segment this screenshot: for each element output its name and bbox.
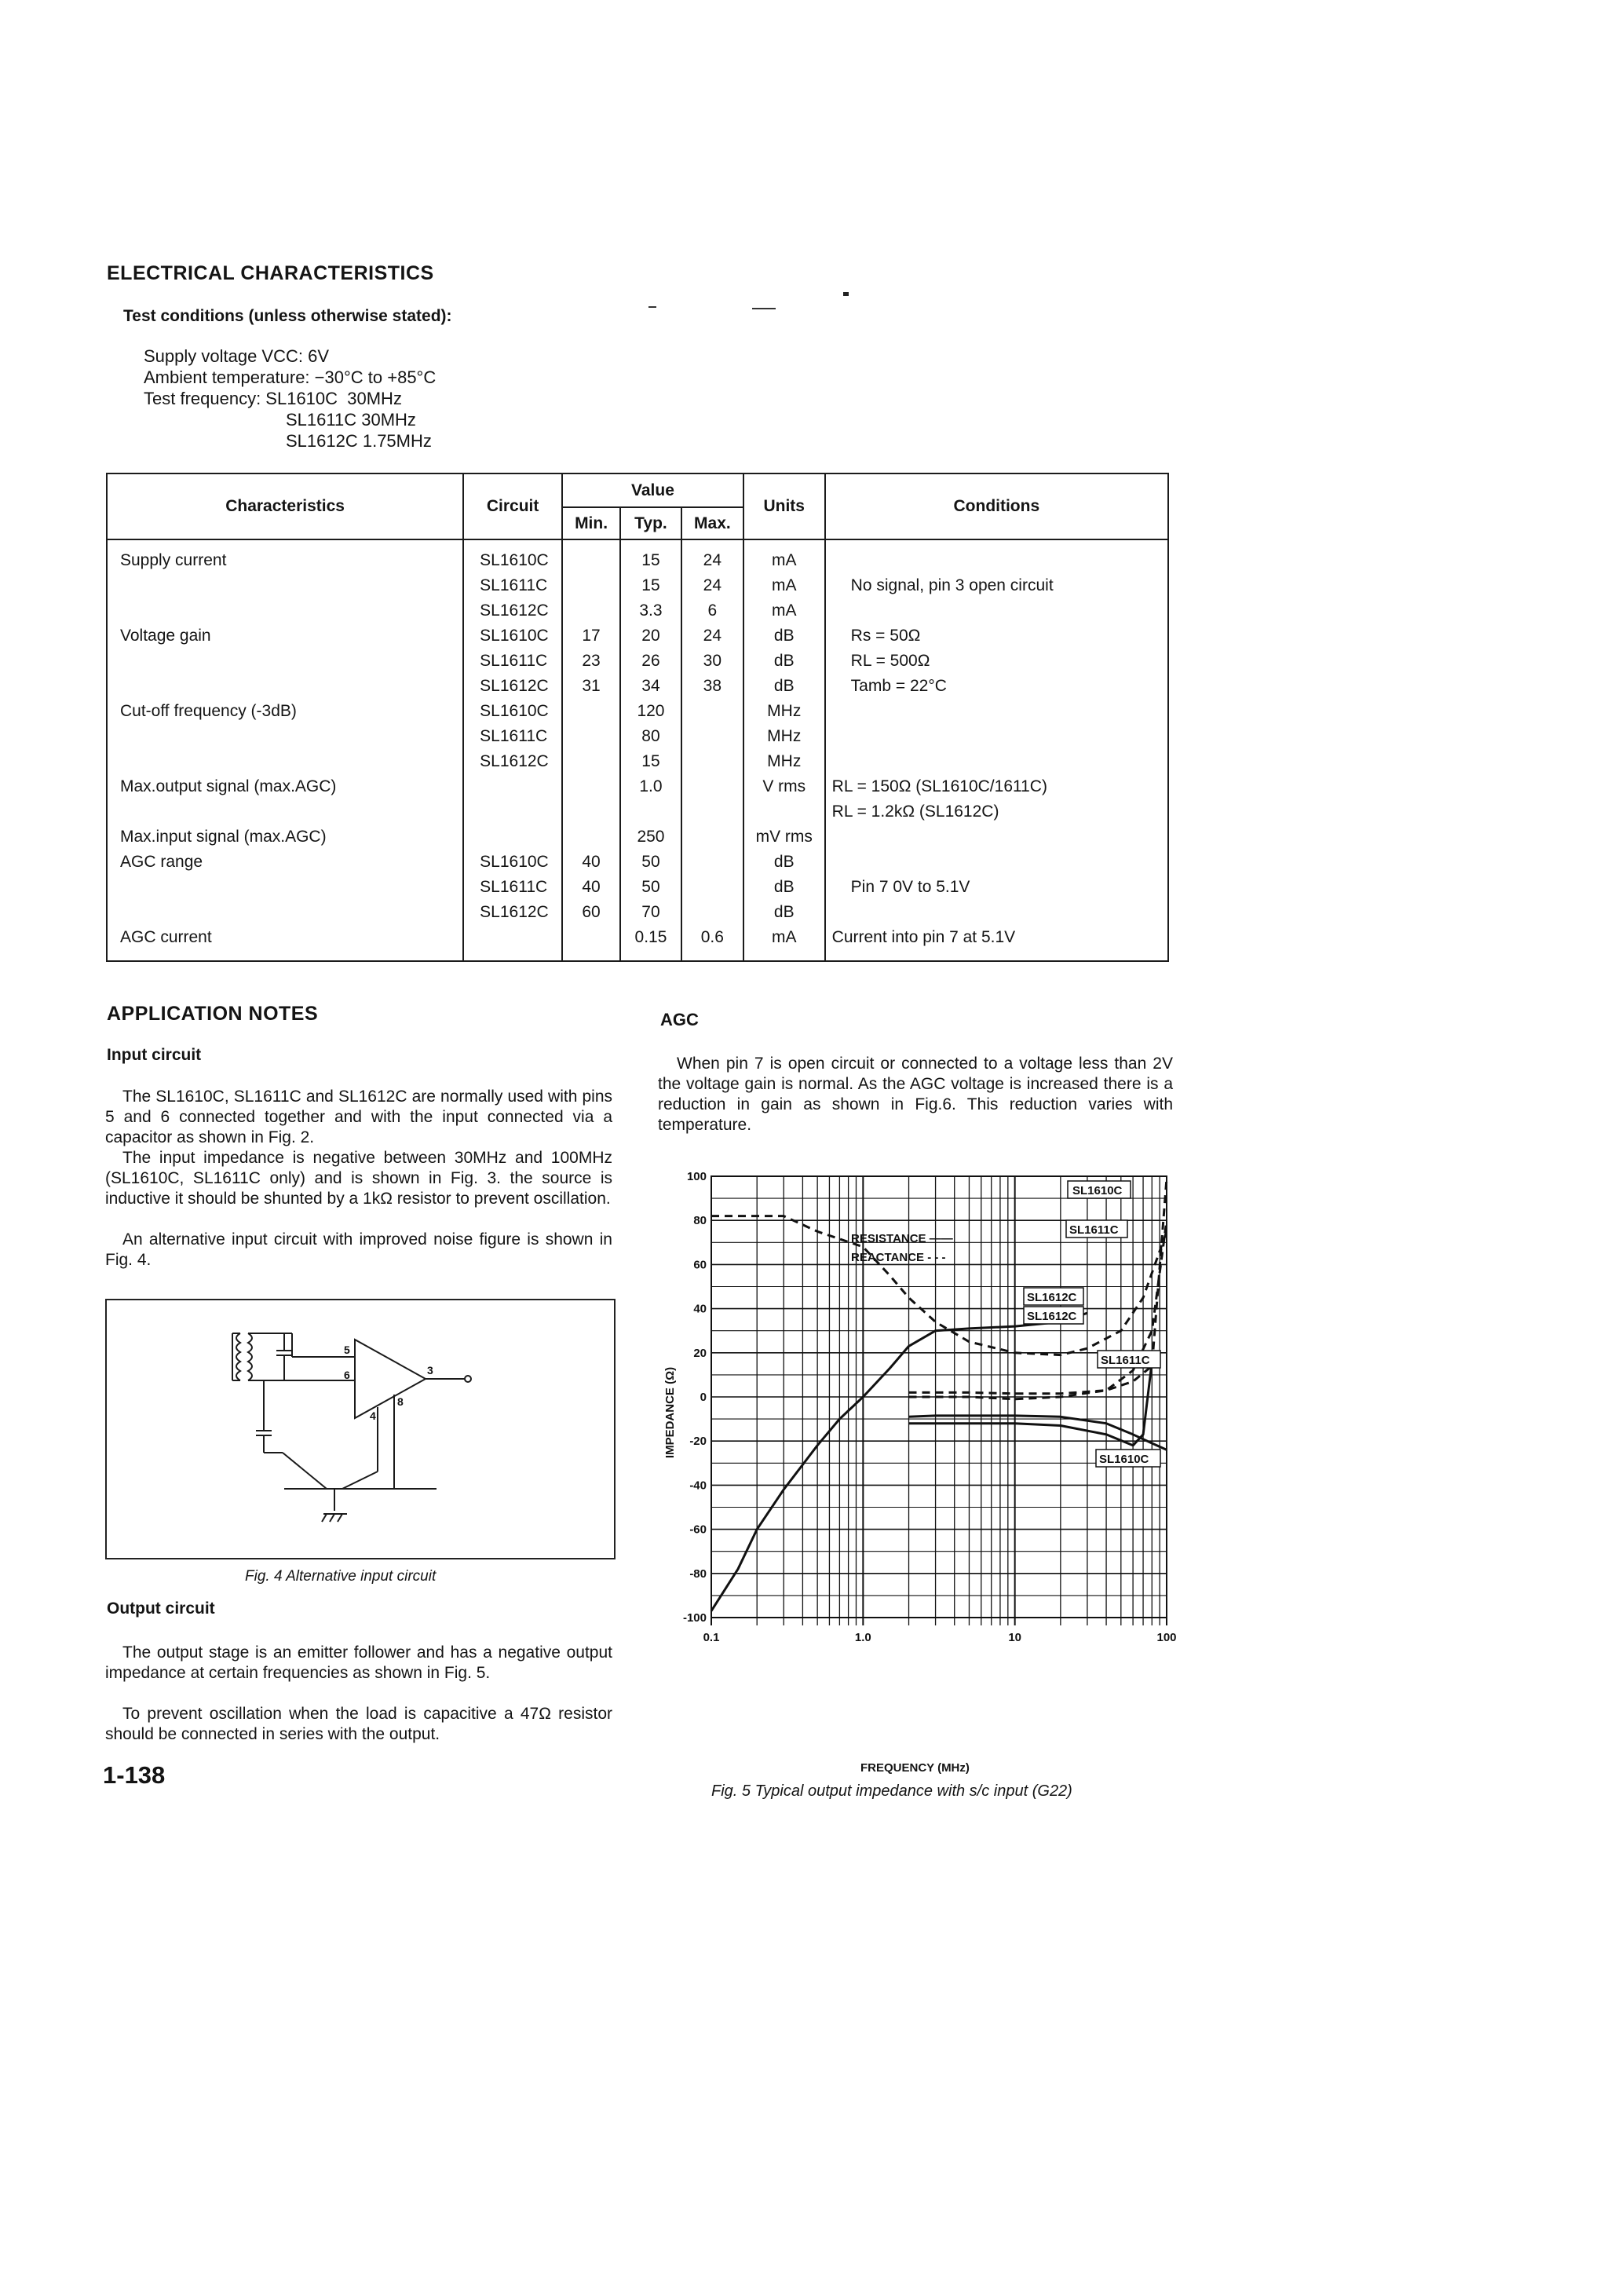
col-units bbox=[743, 539, 825, 961]
fig4-pin-label: 3 bbox=[427, 1364, 433, 1377]
y-tick-label: -40 bbox=[689, 1479, 707, 1493]
row-typ: 3.3 bbox=[639, 601, 663, 620]
row-cond bbox=[832, 749, 1167, 774]
row-char: Cut-off frequency (-3dB) bbox=[120, 702, 297, 720]
cond-frequency-2: SL1611C 30MHz bbox=[286, 410, 416, 430]
y-tick-label: -100 bbox=[682, 1611, 707, 1625]
y-tick-label: 40 bbox=[693, 1302, 707, 1316]
row-char: AGC range bbox=[120, 853, 203, 871]
section-title: ELECTRICAL CHARACTERISTICS bbox=[107, 262, 434, 284]
page-number: 1-138 bbox=[103, 1761, 166, 1789]
wire bbox=[342, 1472, 378, 1489]
cond-frequency-3: SL1612C 1.75MHz bbox=[286, 431, 432, 451]
coil-secondary bbox=[248, 1333, 252, 1380]
y-tick-label: 60 bbox=[693, 1258, 707, 1272]
row-cond bbox=[832, 724, 1167, 749]
row-units: MHz bbox=[767, 702, 802, 720]
col-circuit bbox=[463, 539, 562, 961]
row-typ: 80 bbox=[641, 727, 660, 745]
th-characteristics: Characteristics bbox=[107, 473, 463, 539]
row-char bbox=[120, 674, 462, 699]
spec-table bbox=[106, 473, 1169, 960]
input-para-1: The SL1610C, SL1611C and SL1612C are normally used with pins 5 and 6 connected together and with the input connected via a capacitor as shown in Fig. 2. bbox=[105, 1088, 612, 1146]
row-circuit: SL1611C bbox=[480, 652, 548, 670]
input-para-2: The input impedance is negative between 30MHz and 100MHz (SL1610C, SL1611C only) and is shown in Fig. 3. the source is inductive it should be shunted by a 1kΩ resistor to prevent oscillation. bbox=[105, 1149, 612, 1208]
row-cond bbox=[832, 598, 1167, 623]
y-tick-label: 0 bbox=[700, 1391, 707, 1404]
app-notes-title: APPLICATION NOTES bbox=[107, 1003, 319, 1025]
row-char bbox=[120, 598, 462, 623]
col-min bbox=[562, 539, 620, 961]
ground-symbol bbox=[322, 1514, 327, 1522]
annot-sl1610c-top: SL1610C bbox=[1072, 1184, 1123, 1197]
row-typ: 120 bbox=[637, 702, 665, 720]
row-max: 0.6 bbox=[700, 928, 724, 946]
row-circuit: SL1611C bbox=[480, 878, 548, 896]
row-max bbox=[682, 774, 743, 799]
row-typ: 1.0 bbox=[639, 777, 663, 795]
ground-symbol bbox=[338, 1514, 342, 1522]
row-max: 38 bbox=[703, 677, 722, 695]
row-typ: 26 bbox=[641, 652, 660, 670]
row-units: dB bbox=[773, 853, 795, 871]
row-min: 31 bbox=[582, 677, 601, 695]
fig5-caption: Fig. 5 Typical output impedance with s/c input (G22) bbox=[711, 1782, 1072, 1800]
x-tick-label: 0.1 bbox=[703, 1631, 720, 1644]
row-units: mA bbox=[771, 551, 797, 569]
row-max: 30 bbox=[703, 652, 722, 670]
annot-sl1611c-bottom: SL1611C bbox=[1101, 1354, 1150, 1367]
legend-resistance: RESISTANCE —— bbox=[851, 1232, 953, 1245]
row-char: AGC current bbox=[120, 928, 212, 946]
output-para-2: To prevent oscillation when the load is capacitive a 47Ω resistor should be connected in series with the output. bbox=[105, 1705, 612, 1743]
row-min bbox=[563, 699, 619, 724]
x-tick-label: 100 bbox=[1156, 1631, 1177, 1644]
fig5-chart bbox=[656, 1162, 1190, 1759]
row-max: 24 bbox=[703, 627, 722, 645]
row-cond bbox=[832, 824, 1167, 850]
fig4-pin-label: 4 bbox=[370, 1409, 376, 1422]
stray-mark bbox=[648, 306, 656, 308]
row-units: mV rms bbox=[755, 828, 813, 846]
stray-mark bbox=[843, 292, 849, 296]
input-para-3: An alternative input circuit with improved noise figure is shown in Fig. 4. bbox=[105, 1230, 612, 1269]
row-max bbox=[682, 850, 743, 875]
row-circuit: SL1610C bbox=[480, 853, 549, 871]
row-typ: 20 bbox=[641, 627, 660, 645]
row-max bbox=[682, 724, 743, 749]
row-min: 40 bbox=[582, 853, 601, 871]
row-max bbox=[682, 824, 743, 850]
annot-sl1610c-bottom: SL1610C bbox=[1099, 1453, 1149, 1466]
row-units: dB bbox=[773, 627, 795, 645]
row-cond: No signal, pin 3 open circuit bbox=[850, 576, 1054, 594]
row-max bbox=[682, 749, 743, 774]
row-min bbox=[563, 573, 619, 598]
agc-heading: AGC bbox=[660, 1010, 699, 1029]
row-circuit: SL1610C bbox=[480, 702, 549, 720]
th-max: Max. bbox=[681, 507, 743, 539]
row-max: 6 bbox=[707, 601, 718, 620]
row-circuit: SL1611C bbox=[480, 576, 548, 594]
row-units: dB bbox=[773, 652, 795, 670]
row-max bbox=[682, 799, 743, 824]
amplifier-triangle bbox=[355, 1340, 426, 1418]
row-cond: Rs = 50Ω bbox=[850, 627, 921, 645]
cond-temperature: Ambient temperature: −30°C to +85°C bbox=[144, 367, 437, 387]
row-max: 24 bbox=[703, 576, 722, 594]
y-tick-label: -20 bbox=[689, 1435, 707, 1449]
row-min bbox=[563, 724, 619, 749]
row-circuit: SL1612C bbox=[480, 677, 549, 695]
th-conditions: Conditions bbox=[825, 473, 1168, 539]
row-char bbox=[120, 649, 462, 674]
row-min bbox=[563, 548, 619, 573]
y-tick-label: -80 bbox=[689, 1567, 707, 1581]
th-typ: Typ. bbox=[620, 507, 681, 539]
row-min bbox=[563, 598, 619, 623]
fig4-caption: Fig. 4 Alternative input circuit bbox=[245, 1568, 437, 1585]
row-typ: 70 bbox=[641, 903, 660, 921]
row-min: 40 bbox=[582, 878, 601, 896]
row-units bbox=[744, 799, 824, 824]
output-terminal bbox=[465, 1376, 471, 1382]
row-char bbox=[120, 875, 462, 900]
th-value: Value bbox=[562, 473, 743, 507]
row-circuit bbox=[480, 824, 561, 850]
row-typ: 0.15 bbox=[634, 928, 667, 946]
row-char bbox=[120, 900, 462, 925]
row-units: MHz bbox=[767, 752, 802, 770]
row-circuit bbox=[480, 799, 561, 824]
y-tick-label: -60 bbox=[689, 1523, 707, 1537]
row-circuit: SL1610C bbox=[480, 627, 549, 645]
row-typ: 50 bbox=[641, 853, 660, 871]
row-char: Max.input signal (max.AGC) bbox=[120, 828, 327, 846]
row-max bbox=[682, 900, 743, 925]
row-cond: Current into pin 7 at 5.1V bbox=[831, 928, 1016, 946]
cond-supply: Supply voltage VCC: 6V bbox=[144, 346, 330, 366]
row-typ: 15 bbox=[641, 576, 660, 594]
fig4-pin-label: 5 bbox=[344, 1344, 350, 1356]
row-min bbox=[563, 799, 619, 824]
row-max: 24 bbox=[703, 551, 722, 569]
row-typ: 50 bbox=[641, 878, 660, 896]
row-units: mA bbox=[771, 601, 797, 620]
row-max bbox=[682, 699, 743, 724]
agc-text: When pin 7 is open circuit or connected to a voltage less than 2V the voltage gain is normal. As the AGC voltage is increased there is a reduction in gain as shown in Fig.6. This reduction varies with temperature. bbox=[658, 1055, 1173, 1134]
row-typ: 34 bbox=[641, 677, 660, 695]
row-circuit: SL1610C bbox=[480, 551, 549, 569]
row-cond bbox=[832, 548, 1167, 573]
fig4-schematic bbox=[107, 1300, 614, 1558]
test-conditions-heading: Test conditions (unless otherwise stated): bbox=[123, 307, 452, 325]
row-typ: 15 bbox=[641, 752, 660, 770]
col-characteristics bbox=[107, 539, 463, 961]
row-units: mA bbox=[771, 928, 797, 946]
row-circuit bbox=[480, 925, 561, 950]
row-units: MHz bbox=[767, 727, 802, 745]
coil-primary bbox=[236, 1333, 240, 1380]
annot-sl1612c-res: SL1612C bbox=[1027, 1291, 1077, 1304]
row-units: dB bbox=[773, 903, 795, 921]
row-char bbox=[120, 573, 462, 598]
row-cond: Tamb = 22°C bbox=[850, 677, 947, 695]
row-cond bbox=[832, 699, 1167, 724]
row-cond: Pin 7 0V to 5.1V bbox=[850, 878, 970, 896]
row-char bbox=[120, 799, 462, 824]
legend-reactance: REACTANCE - - - bbox=[851, 1251, 946, 1264]
stray-mark bbox=[752, 308, 776, 309]
output-para-1: The output stage is an emitter follower and has a negative output impedance at certain frequencies as shown in Fig. 5. bbox=[105, 1643, 612, 1682]
row-cond: RL = 500Ω bbox=[850, 652, 930, 670]
cond-frequency: Test frequency: SL1610C 30MHz bbox=[144, 389, 402, 408]
row-min: 60 bbox=[582, 903, 601, 921]
output-circuit-heading: Output circuit bbox=[107, 1600, 215, 1618]
fig4-pin-label: 6 bbox=[344, 1369, 350, 1381]
row-typ bbox=[621, 799, 681, 824]
row-char bbox=[120, 724, 462, 749]
curve-sl1611c-resistance bbox=[909, 1362, 1153, 1446]
annot-sl1612c-react: SL1612C bbox=[1027, 1310, 1077, 1323]
wire bbox=[283, 1453, 327, 1489]
x-tick-label: 1.0 bbox=[854, 1631, 871, 1644]
y-axis-label: IMPEDANCE (Ω) bbox=[663, 1366, 677, 1459]
row-min: 23 bbox=[582, 652, 601, 670]
row-char bbox=[120, 749, 462, 774]
col-conditions bbox=[825, 539, 1168, 961]
row-units: dB bbox=[773, 878, 795, 896]
row-units: dB bbox=[773, 677, 795, 695]
col-typ bbox=[620, 539, 681, 961]
th-min: Min. bbox=[562, 507, 620, 539]
th-units: Units bbox=[743, 473, 825, 539]
row-min bbox=[563, 824, 619, 850]
y-tick-label: 80 bbox=[693, 1214, 707, 1228]
row-char: Voltage gain bbox=[120, 627, 211, 645]
chart-xlabel: FREQUENCY (MHz) bbox=[860, 1761, 970, 1775]
row-char: Max.output signal (max.AGC) bbox=[120, 777, 337, 795]
row-cond bbox=[832, 900, 1167, 925]
row-circuit: SL1612C bbox=[480, 903, 549, 921]
row-circuit: SL1612C bbox=[480, 601, 549, 620]
row-cond: RL = 150Ω (SL1610C/1611C) bbox=[831, 777, 1047, 795]
fig4-pin-label: 8 bbox=[397, 1395, 404, 1408]
row-circuit: SL1612C bbox=[480, 752, 549, 770]
row-max bbox=[682, 875, 743, 900]
row-char: Supply current bbox=[120, 551, 227, 569]
annot-sl1611c-top: SL1611C bbox=[1069, 1223, 1119, 1237]
row-min bbox=[563, 749, 619, 774]
row-min bbox=[563, 925, 619, 950]
y-tick-label: 20 bbox=[693, 1346, 707, 1360]
curve-sl1612c-resistance bbox=[711, 1313, 1087, 1610]
row-units: V rms bbox=[762, 777, 806, 795]
col-max bbox=[681, 539, 743, 961]
row-circuit: SL1611C bbox=[480, 727, 548, 745]
curve-sl1610c-resistance bbox=[909, 1416, 1167, 1450]
row-circuit bbox=[480, 774, 561, 799]
row-min: 17 bbox=[582, 627, 601, 645]
fig4-box bbox=[105, 1299, 616, 1559]
y-tick-label: 100 bbox=[686, 1170, 707, 1183]
th-circuit: Circuit bbox=[463, 473, 562, 539]
ground-symbol bbox=[330, 1514, 334, 1522]
row-min bbox=[563, 774, 619, 799]
input-circuit-heading: Input circuit bbox=[107, 1046, 202, 1064]
row-cond bbox=[832, 850, 1167, 875]
row-units: mA bbox=[771, 576, 797, 594]
row-typ: 15 bbox=[641, 551, 660, 569]
row-cond: RL = 1.2kΩ (SL1612C) bbox=[831, 803, 999, 821]
row-typ: 250 bbox=[637, 828, 665, 846]
x-tick-label: 10 bbox=[1008, 1631, 1022, 1644]
test-conditions bbox=[144, 345, 436, 452]
